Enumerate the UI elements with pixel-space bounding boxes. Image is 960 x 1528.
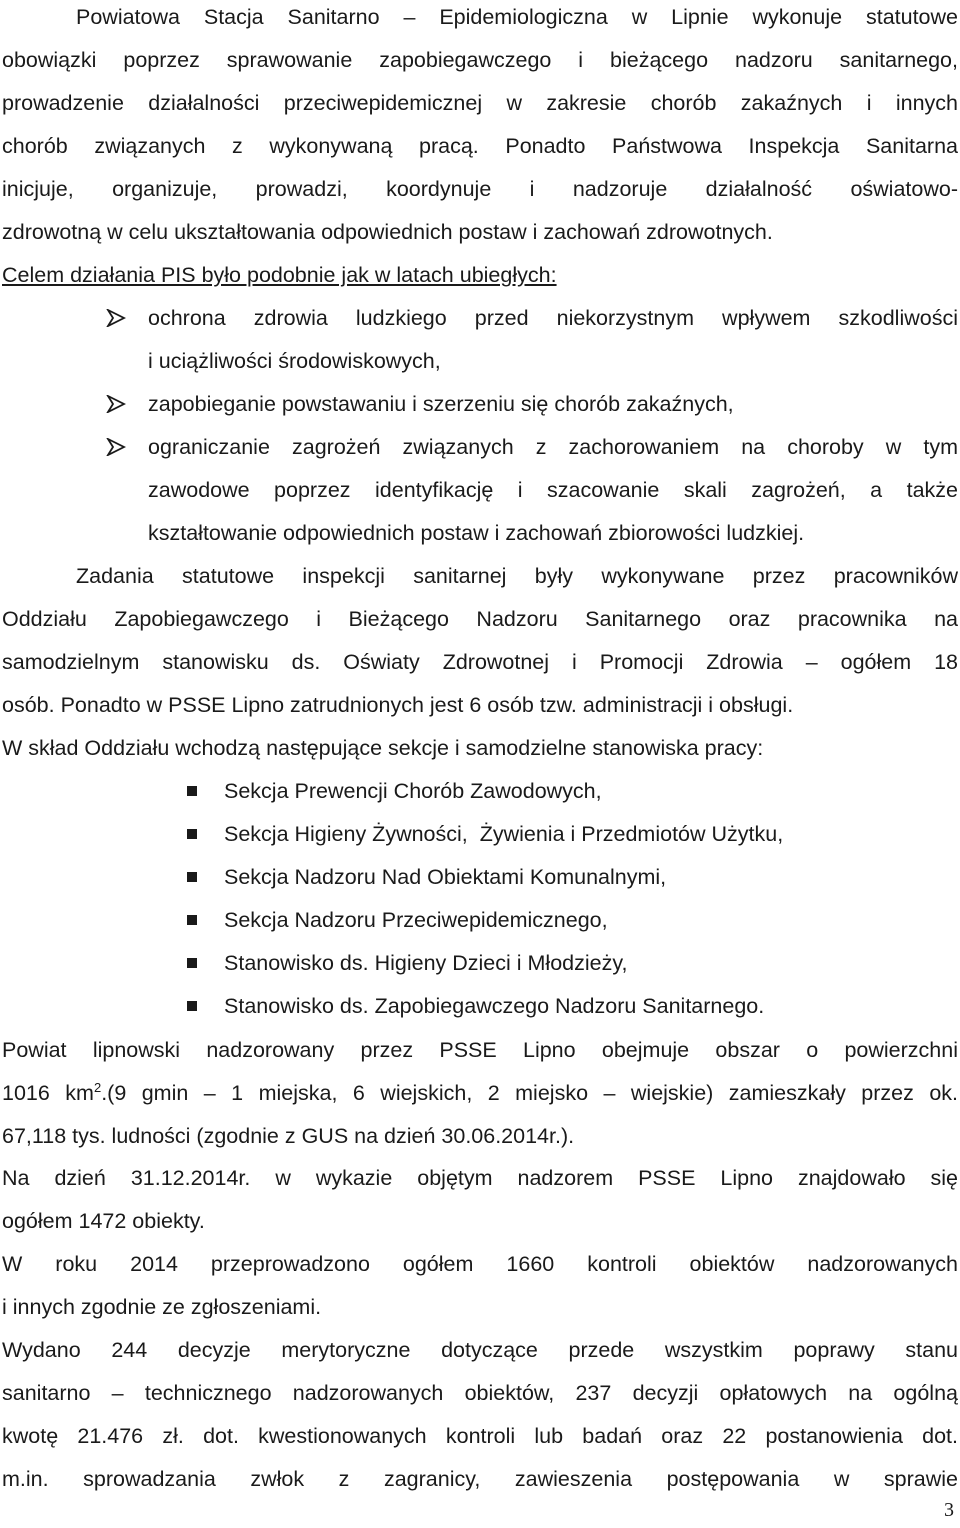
square-bullet-icon [187, 872, 197, 882]
text-line: Oddziału Zapobiegawczego i Bieżącego Nadzoru Sanitarnego oraz pracownika na [2, 607, 958, 631]
text-line: 67,118 tys. ludności (zgodnie z GUS na dzień 30.06.2014r.). [2, 1124, 575, 1148]
square-bullet-icon [187, 829, 197, 839]
text-line: ochrona zdrowia ludzkiego przed niekorzystnym wpływem szkodliwości [148, 306, 958, 330]
list-item [0, 426, 958, 555]
text-line: m.in. sprowadzania zwłok z zagranicy, zawieszenia postępowania w sprawie [2, 1467, 958, 1491]
goals-heading: Celem działania PIS było podobnie jak w latach ubiegłych: [2, 263, 557, 287]
square-bullet-icon [187, 958, 197, 968]
sections-heading: W skład Oddziału wchodzą następujące sekcje i samodzielne stanowiska pracy: [2, 736, 764, 760]
text-line: samodzielnym stanowisku ds. Oświaty Zdrowotnej i Promocji Zdrowia – ogółem 18 [2, 650, 958, 674]
text-line: zapobieganie powstawaniu i szerzeniu się chorób zakaźnych, [148, 392, 734, 416]
text-line: ogółem 1472 obiekty. [2, 1209, 205, 1233]
tasks-paragraph [2, 555, 958, 727]
decisions-paragraph [2, 1329, 958, 1501]
arrow-bullet-icon [106, 426, 132, 469]
objects-paragraph [2, 1157, 958, 1243]
list-item: Sekcja Nadzoru Nad Obiektami Komunalnymi, [0, 856, 960, 899]
text-line: Wydano 244 decyzje merytoryczne dotyczące przede wszystkim poprawy stanu [2, 1338, 958, 1362]
square-bullet-icon [187, 786, 197, 796]
text-line: Na dzień 31.12.2014r. w wykazie objętym nadzorem PSSE Lipno znajdowało się [2, 1166, 958, 1190]
list-item: Sekcja Higieny Żywności, Żywienia i Przedmiotów Użytku, [0, 813, 960, 856]
square-bullet-icon [187, 1001, 197, 1011]
text-line: 1016 $km^2.(9$ gmin – 1 miejska, 6 wiejskich, 2 miejsko – wiejskie) zamieszkały przez ok. [2, 1080, 958, 1105]
list-item: Sekcja Nadzoru Przeciwepidemicznego, [0, 899, 960, 942]
text-line: kwotę 21.476 zł. dot. kwestionowanych kontroli lub badań oraz 22 postanowienia dot. [2, 1424, 958, 1448]
square-bullet-icon [187, 915, 197, 925]
list-item [0, 383, 958, 426]
intro-paragraph [2, 0, 958, 254]
controls-paragraph [2, 1243, 958, 1329]
list-item [0, 297, 958, 383]
text-line: Powiatowa Stacja Sanitarno – Epidemiologiczna w Lipnie wykonuje statutowe [76, 5, 958, 29]
list-item: Stanowisko ds. Zapobiegawczego Nadzoru Sanitarnego. [0, 985, 960, 1028]
arrow-bullet-icon [106, 297, 132, 340]
text-line: zdrowotną w celu ukształtowania odpowiednich postaw i zachowań zdrowotnych. [2, 220, 773, 244]
text-line: prowadzenie działalności przeciwepidemicznej w zakresie chorób zakaźnych i innych [2, 91, 958, 115]
text-line: chorób związanych z wykonywaną pracą. Ponadto Państwowa Inspekcja Sanitarna [2, 134, 958, 158]
text-line: inicjuje, organizuje, prowadzi, koordynuje i nadzoruje działalność oświatowo- [2, 177, 958, 201]
text-line: kształtowanie odpowiednich postaw i zachowań zbiorowości ludzkiej. [148, 521, 805, 545]
text-line: i uciążliwości środowiskowych, [148, 349, 441, 373]
goals-list [0, 297, 960, 555]
arrow-bullet-icon [106, 383, 132, 426]
page-number: 3 [944, 1499, 954, 1521]
text-line: obowiązki poprzez sprawowanie zapobiegawczego i bieżącego nadzoru sanitarnego, [2, 48, 958, 72]
text-line: zawodowe poprzez identyfikację i szacowanie skali zagrożeń, a także [148, 478, 958, 502]
text-line: Zadania statutowe inspekcji sanitarnej były wykonywane przez pracowników [76, 564, 958, 588]
text-line: W roku 2014 przeprowadzono ogółem 1660 kontroli obiektów nadzorowanych [2, 1252, 958, 1276]
list-item: Stanowisko ds. Higieny Dzieci i Młodzieży, [0, 942, 960, 985]
area-paragraph [2, 1029, 958, 1158]
list-item: Sekcja Prewencji Chorób Zawodowych, [0, 770, 960, 813]
text-line: i innych zgodnie ze zgłoszeniami. [2, 1295, 322, 1319]
text-line: ograniczanie zagrożeń związanych z zachorowaniem na choroby w tym [148, 435, 958, 459]
text-line: Powiat lipnowski nadzorowany przez PSSE Lipno obejmuje obszar o powierzchni [2, 1038, 958, 1062]
sections-list [0, 770, 960, 1028]
text-line: sanitarno – technicznego nadzorowanych obiektów, 237 decyzji opłatowych na ogólną [2, 1381, 958, 1405]
text-line: osób. Ponadto w PSSE Lipno zatrudnionych jest 6 osób tzw. administracji i obsługi. [2, 693, 794, 717]
